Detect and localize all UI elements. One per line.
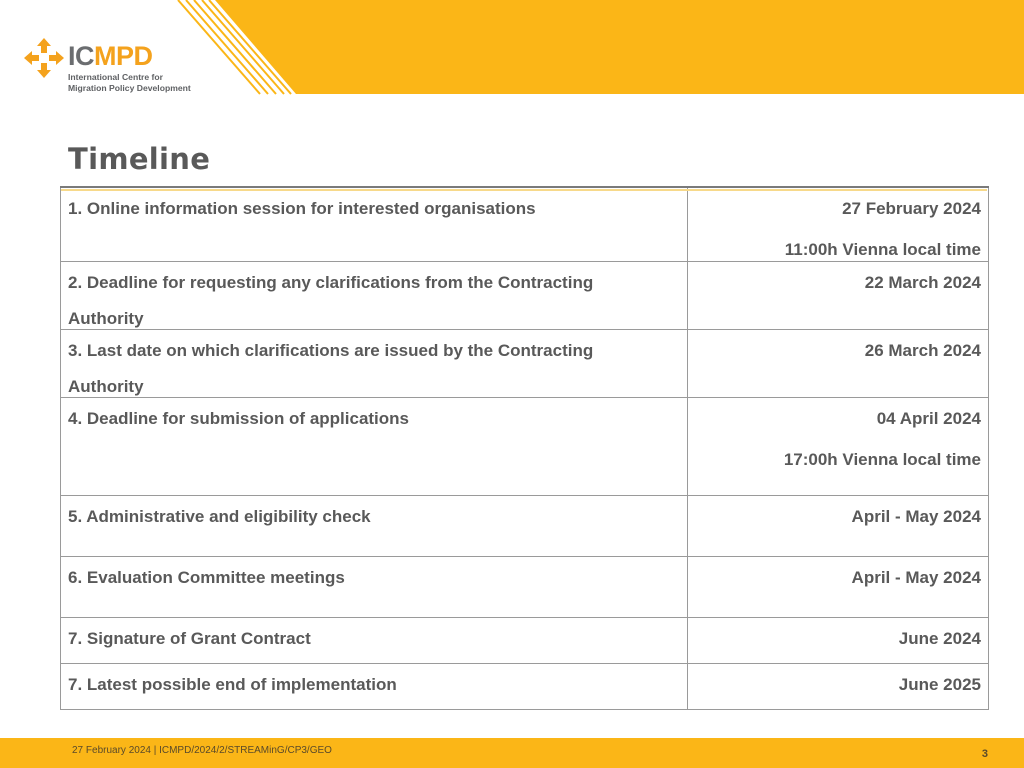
footer-reference: 27 February 2024 | ICMPD/2024/2/STREAMinG/CP3/GEO <box>72 745 332 756</box>
milestone-text: 7. Latest possible end of implementation <box>68 674 397 694</box>
milestone-text: 3. Last date on which clarifications are issued by the Contracting <box>68 340 594 360</box>
milestone-label <box>61 617 688 663</box>
date-text: June 2025 <box>898 674 981 694</box>
milestone-label <box>61 495 688 556</box>
date-text: 26 March 2024 <box>864 340 981 360</box>
logo-subtitle <box>68 72 191 94</box>
milestone-date <box>688 397 989 495</box>
milestone-date <box>688 329 989 397</box>
table-row <box>61 556 989 617</box>
milestone-text: 1. Online information session for interested organisations <box>68 199 536 218</box>
date-text: April - May 2024 <box>851 567 981 587</box>
milestone-date <box>688 495 989 556</box>
logo-wordmark-part2: MPD <box>94 41 153 71</box>
icmpd-logo <box>24 38 224 98</box>
milestone-date <box>688 617 989 663</box>
milestone-label <box>61 397 688 495</box>
table-row <box>61 187 989 261</box>
milestone-text-line2: Authority <box>68 376 144 396</box>
milestone-date <box>688 663 989 709</box>
milestone-text-line2: Authority <box>68 308 144 328</box>
arrows-cross-icon <box>24 38 64 78</box>
date-text: April - May 2024 <box>851 506 981 526</box>
milestone-text: 6. Evaluation Committee meetings <box>68 567 345 587</box>
date-text: June 2024 <box>898 628 981 648</box>
date-time-text: 17:00h Vienna local time <box>783 449 981 469</box>
table-row <box>61 617 989 663</box>
table-row <box>61 663 989 709</box>
milestone-label <box>61 663 688 709</box>
table-top-accent-line <box>61 189 987 191</box>
milestone-text: 5. Administrative and eligibility check <box>68 506 371 526</box>
milestone-label <box>61 261 688 329</box>
logo-wordmark-part1: IC <box>68 41 94 71</box>
page-title: Timeline <box>68 142 211 176</box>
table-row <box>61 397 989 495</box>
logo-subtitle-line1: International Centre for <box>68 72 164 82</box>
date-time-text: 11:00h Vienna local time <box>784 240 981 259</box>
milestone-label <box>61 556 688 617</box>
milestone-date <box>688 261 989 329</box>
date-text: 22 March 2024 <box>864 272 981 292</box>
milestone-date <box>688 556 989 617</box>
timeline-table <box>60 186 989 710</box>
footer-bar <box>0 738 1024 768</box>
milestone-text: 4. Deadline for submission of applications <box>68 408 410 428</box>
milestone-date <box>688 187 989 261</box>
table-row <box>61 261 989 329</box>
page-number: 3 <box>981 748 988 760</box>
milestone-label <box>61 329 688 397</box>
milestone-text: 7. Signature of Grant Contract <box>68 628 311 648</box>
table-row <box>61 495 989 556</box>
table-row <box>61 329 989 397</box>
date-text: 04 April 2024 <box>876 408 981 428</box>
date-text: 27 February 2024 <box>842 199 981 218</box>
logo-subtitle-line2: Migration Policy Development <box>68 83 191 93</box>
milestone-text: 2. Deadline for requesting any clarifications from the Contracting <box>68 272 594 292</box>
milestone-label <box>61 187 688 261</box>
logo-wordmark <box>68 42 153 70</box>
